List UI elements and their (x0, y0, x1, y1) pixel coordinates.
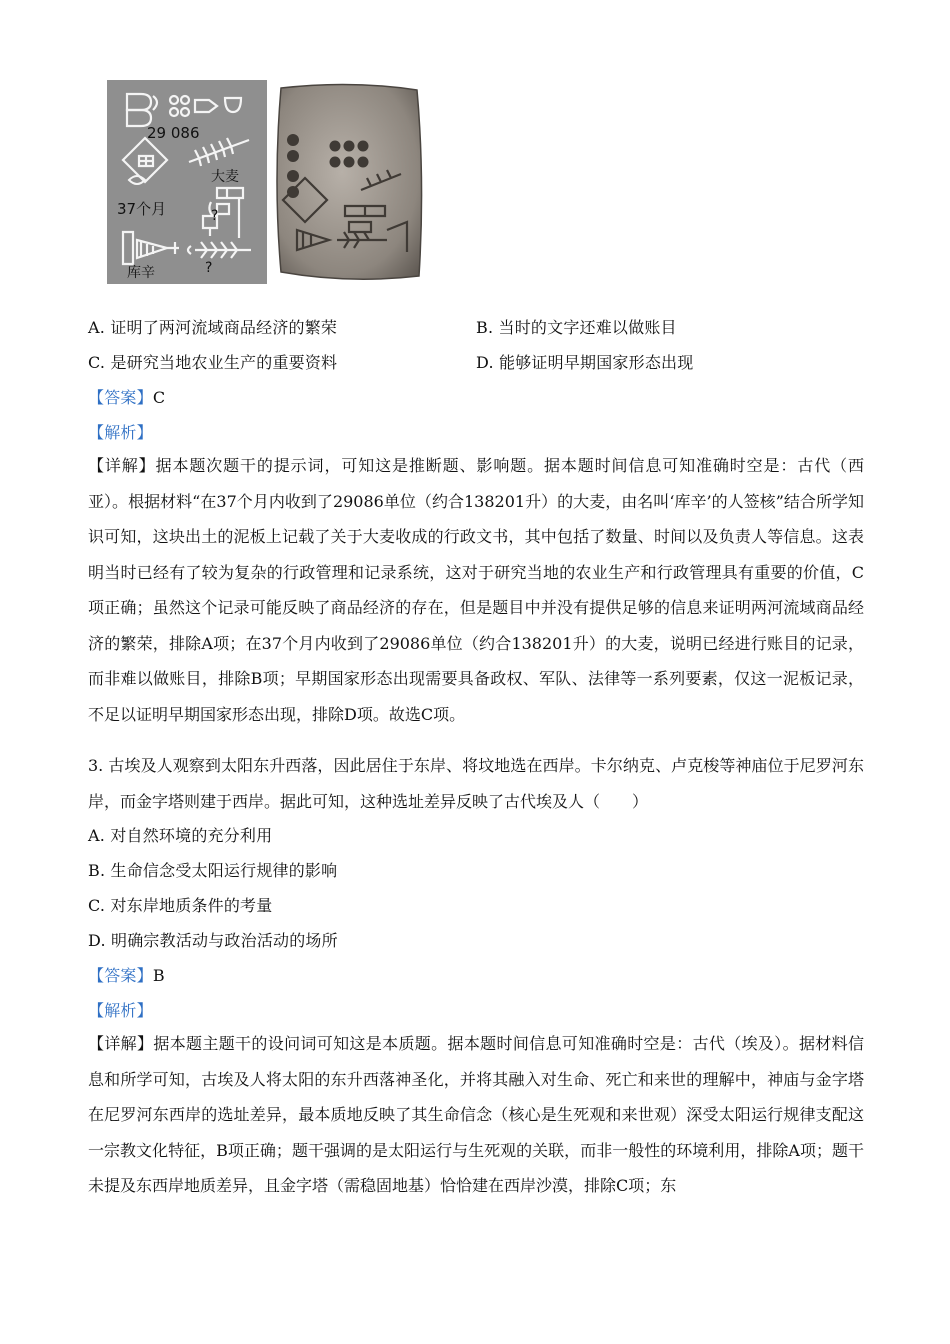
q3-option-c: C. 对东岸地质条件的考量 (88, 896, 273, 915)
figure-label-question-1: ? (211, 208, 219, 224)
figure-label-question-2: ? (205, 260, 213, 276)
q3-detail-paragraph (88, 1026, 864, 1204)
answer-tag: 【答案】 (88, 388, 153, 407)
answer-value: C (152, 388, 166, 407)
q3-answer (88, 963, 165, 986)
answer-value: B (152, 966, 165, 985)
figure-label-number: 29 086 (147, 124, 200, 142)
q2-detail-paragraph (88, 448, 864, 732)
q2-option-c: C. 是研究当地农业生产的重要资料 (88, 353, 338, 372)
tablet-transcription-drawing (107, 80, 267, 284)
q3-option-a: A. 对自然环境的充分利用 (88, 826, 273, 845)
figure-label-months: 37个月 (117, 200, 167, 218)
detail-text: 据本题主题干的设问词可知这是本质题。据本题时间信息可知准确时空是：古代（埃及）。据材料信息和所学可知，古埃及人将太阳的东升西落神圣化，并将其融入对生命、死亡和来世的理解中，神庙与金字塔在尼罗河东西岸的选址差异，最本质地反映了其生命信念（核心是生死观和来世观）深受太阳运行规律支配这一宗教文化特征，B项正确；题干强调的是太阳运行与生死观的关联，而非一般性的环境利用，排除A项；题干未提及东西岸地质差异，且金字塔（需稳固地基）恰恰建在西岸沙漠，排除C项；东 (88, 1034, 864, 1195)
q3-option-b: B. 生命信念受太阳运行规律的影响 (88, 861, 338, 880)
detail-text: 据本题次题干的提示词，可知这是推断题、影响题。据本题时间信息可知准确时空是：古代（西亚）。根据材料“在37个月内收到了29086单位（约合138201升）的大麦，由名叫‘库辛’的人签核”结合所学知识可知，这块出土的泥板上记载了关于大麦收成的行政文书，其中包括了数量、时间以及负责人等信息。这表明当时已经有了较为复杂的行政管理和记录系统，这对于研究当地的农业生产和行政管理具有重要的价值，C项正确；虽然这个记录可能反映了商品经济的存在，但是题目中并没有提供足够的信息来证明两河流域商品经济的繁荣，排除A项；在37个月内收到了29086单位（约合138201升）的大麦，说明已经进行账目的记录，而非难以做账目，排除B项；早期国家形态出现需要具备政权、军队、法律等一系列要素，仅这一泥板记录，不足以证明早期国家形态出现，排除D项。故选C项。 (88, 456, 864, 724)
figure-label-name: 库辛 (127, 265, 155, 281)
q2-option-b: B. 当时的文字还难以做账目 (476, 318, 677, 337)
clay-tablet-icon (275, 80, 425, 284)
q2-option-a: A. 证明了两河流域商品经济的繁荣 (88, 318, 338, 337)
q2-option-d: D. 能够证明早期国家形态出现 (476, 353, 694, 372)
q2-answer (88, 385, 165, 408)
transcription-glyphs-icon (107, 80, 267, 284)
q3-analysis-heading (88, 998, 153, 1021)
figure-label-barley: 大麦 (211, 169, 239, 185)
detail-tag: 【详解】 (88, 456, 156, 475)
clay-tablet-figure (107, 80, 425, 284)
q3-option-d: D. 明确宗教活动与政治活动的场所 (88, 931, 338, 950)
analysis-tag: 【解析】 (88, 423, 153, 442)
answer-tag: 【答案】 (88, 966, 153, 985)
analysis-tag: 【解析】 (88, 1001, 153, 1020)
clay-tablet-photo (275, 80, 425, 284)
detail-tag: 【详解】 (88, 1034, 154, 1053)
q2-analysis-heading (88, 420, 153, 443)
q3-stem: 3. 古埃及人观察到太阳东升西落，因此居住于东岸、将坟地选在西岸。卡尔纳克、卢克梭等神庙位于尼罗河东岸，而金字塔则建于西岸。据此可知，这种选址差异反映了古代埃及人（ ） (88, 756, 864, 811)
